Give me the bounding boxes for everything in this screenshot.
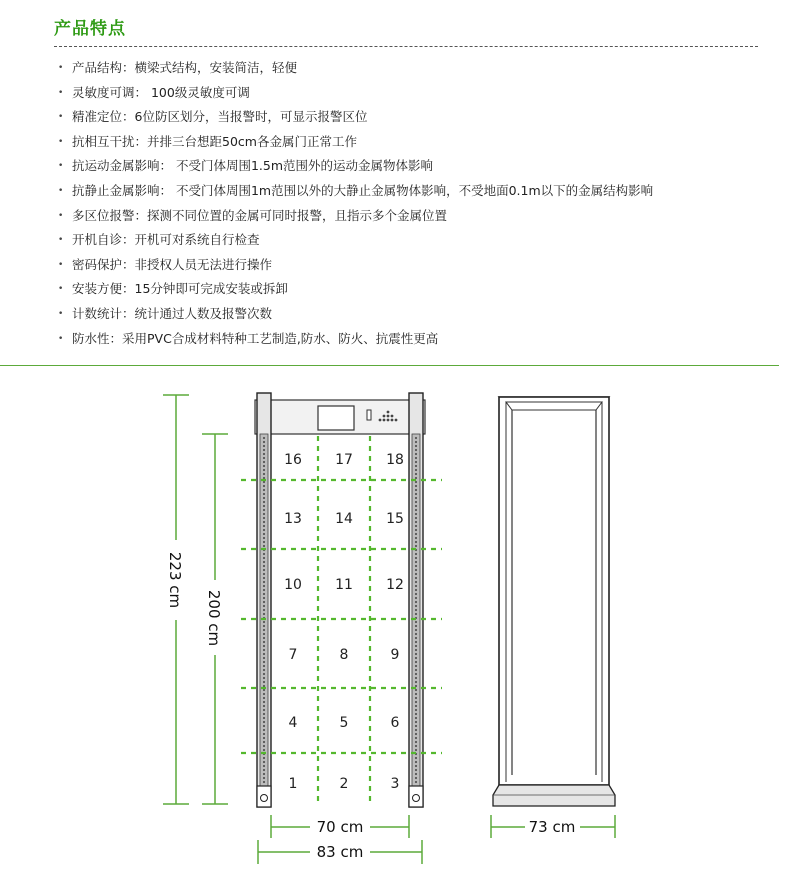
zone-label: 8 xyxy=(339,647,349,663)
sensor-dot xyxy=(263,561,265,563)
sensor-dot xyxy=(263,749,265,751)
sensor-dot xyxy=(415,525,417,527)
dimension-inner-width xyxy=(271,815,409,838)
sensor-dot xyxy=(263,537,265,539)
feature-item: • 开机自诊：开机可对系统自行检查 xyxy=(58,228,653,253)
sensor-dot xyxy=(263,513,265,515)
sensor-dot xyxy=(415,629,417,631)
sensor-dot xyxy=(415,745,417,747)
sensor-dot xyxy=(415,765,417,767)
sensor-dot xyxy=(263,605,265,607)
sensor-dot xyxy=(415,649,417,651)
sensor-dot xyxy=(263,509,265,511)
sensor-dot xyxy=(263,769,265,771)
sensor-dot xyxy=(415,581,417,583)
sensor-dot xyxy=(415,713,417,715)
side-panel xyxy=(499,397,609,785)
sensor-dot xyxy=(415,565,417,567)
sensor-dot xyxy=(263,685,265,687)
feature-item: • 灵敏度可调： 100级灵敏度可调 xyxy=(58,81,653,106)
sensor-dot xyxy=(415,465,417,467)
sensor-dot xyxy=(263,493,265,495)
sensor-dot xyxy=(415,725,417,727)
sensor-dot xyxy=(263,437,265,439)
sensor-dot xyxy=(415,457,417,459)
sensor-dot xyxy=(263,721,265,723)
gate-side-view xyxy=(493,397,615,806)
sensor-dot xyxy=(415,497,417,499)
sensor-dot xyxy=(263,585,265,587)
sensor-dot xyxy=(263,653,265,655)
sensor-dot xyxy=(263,613,265,615)
sensor-dot xyxy=(415,665,417,667)
zone-label: 16 xyxy=(284,452,302,468)
sensor-dot xyxy=(415,601,417,603)
feature-item: • 抗运动金属影响： 不受门体周围1.5m范围外的运动金属物体影响 xyxy=(58,154,653,179)
sensor-dot xyxy=(415,633,417,635)
feature-item: • 防水性：采用PVC合成材料特种工艺制造,防水、防火、抗震性更高 xyxy=(58,327,653,352)
sensor-dot xyxy=(263,669,265,671)
zone-label: 6 xyxy=(390,715,400,731)
sensor-dot xyxy=(415,577,417,579)
sensor-dot xyxy=(263,733,265,735)
sensor-dot xyxy=(263,597,265,599)
feature-item: • 安装方便：15分钟即可完成安装或拆卸 xyxy=(58,277,653,302)
sensor-dot xyxy=(415,485,417,487)
sensor-dot xyxy=(263,581,265,583)
sensor-dot xyxy=(263,689,265,691)
sensor-dot xyxy=(415,553,417,555)
sensor-dot xyxy=(263,489,265,491)
sensor-dot xyxy=(415,773,417,775)
sensor-dot xyxy=(263,621,265,623)
dimension-outer-width xyxy=(258,840,422,864)
sensor-dot xyxy=(263,725,265,727)
sensor-dot xyxy=(263,781,265,783)
title-divider xyxy=(54,46,758,47)
sensor-dot xyxy=(415,461,417,463)
sensor-dot xyxy=(415,641,417,643)
sensor-dot xyxy=(263,705,265,707)
feature-item: • 抗静止金属影响： 不受门体周围1m范围以外的大静止金属物体影响，不受地面0.1m以下的金属结构影响 xyxy=(58,179,653,204)
sensor-dot xyxy=(263,501,265,503)
sensor-dot xyxy=(415,453,417,455)
sensor-dot xyxy=(415,521,417,523)
bullet-icon: • xyxy=(58,284,64,295)
left-bolt-icon xyxy=(261,795,268,802)
sensor-dot xyxy=(263,461,265,463)
sensor-dot xyxy=(415,609,417,611)
sensor-dot xyxy=(415,561,417,563)
zone-label: 13 xyxy=(284,511,302,527)
sensor-dot xyxy=(263,529,265,531)
sensor-dot xyxy=(415,501,417,503)
sensor-dot xyxy=(263,625,265,627)
sensor-dot xyxy=(263,533,265,535)
sensor-dot xyxy=(263,633,265,635)
sensor-dot xyxy=(415,489,417,491)
sensor-dot xyxy=(263,589,265,591)
sensor-dot xyxy=(415,653,417,655)
sensor-dot xyxy=(415,761,417,763)
bullet-icon: • xyxy=(58,136,64,147)
sensor-dot xyxy=(415,605,417,607)
sensor-dot xyxy=(415,545,417,547)
sensor-dot xyxy=(263,457,265,459)
sensor-dot xyxy=(263,469,265,471)
zone-labels xyxy=(284,452,404,792)
sensor-dot xyxy=(263,713,265,715)
sensor-dot xyxy=(263,757,265,759)
sensor-dot xyxy=(415,673,417,675)
sensor-dot xyxy=(263,709,265,711)
sensor-dot xyxy=(263,677,265,679)
sensor-dot xyxy=(415,589,417,591)
sensor-dot xyxy=(415,757,417,759)
sensor-dot xyxy=(415,637,417,639)
bullet-icon: • xyxy=(58,333,64,344)
sensor-dot xyxy=(415,689,417,691)
sensor-dot xyxy=(263,541,265,543)
zone-label: 15 xyxy=(386,511,404,527)
sensor-dot xyxy=(263,661,265,663)
sensor-dot xyxy=(415,505,417,507)
sensor-dot xyxy=(263,641,265,643)
sensor-dot xyxy=(263,593,265,595)
sensor-dot xyxy=(415,769,417,771)
sensor-dot xyxy=(263,481,265,483)
sensor-dot xyxy=(415,533,417,535)
sensor-dot xyxy=(415,657,417,659)
right-bolt-icon xyxy=(413,795,420,802)
sensor-dot xyxy=(415,493,417,495)
bullet-icon: • xyxy=(58,112,64,123)
sensor-dot xyxy=(263,629,265,631)
sensor-dot xyxy=(263,453,265,455)
sensor-dot xyxy=(415,701,417,703)
dimension-passage-height xyxy=(202,434,228,804)
sensor-dot xyxy=(263,777,265,779)
sensor-dot xyxy=(263,701,265,703)
sensor-dot xyxy=(415,469,417,471)
sensor-dot xyxy=(263,545,265,547)
zone-label: 11 xyxy=(335,577,353,593)
bullet-icon: • xyxy=(58,308,64,319)
sensor-dot xyxy=(263,485,265,487)
sensor-dot xyxy=(415,509,417,511)
sensor-dot xyxy=(263,505,265,507)
depth-label: 73 cm xyxy=(528,818,576,836)
zone-label: 7 xyxy=(288,647,298,663)
sensor-dot xyxy=(263,497,265,499)
sensor-dot xyxy=(263,737,265,739)
sensor-dot xyxy=(415,685,417,687)
zone-label: 5 xyxy=(339,715,349,731)
zone-label: 3 xyxy=(390,776,400,792)
sensor-dot xyxy=(415,557,417,559)
metal-detector-diagram xyxy=(0,366,790,882)
sensor-dot xyxy=(415,537,417,539)
sensor-dot xyxy=(263,761,265,763)
sensor-dot xyxy=(263,465,265,467)
feature-item: • 多区位报警：探测不同位置的金属可同时报警，且指示多个金属位置 xyxy=(58,204,653,229)
sensor-dot xyxy=(263,441,265,443)
sensor-dot xyxy=(415,585,417,587)
sensor-dot xyxy=(263,681,265,683)
sensor-dot xyxy=(415,749,417,751)
indicator-light-icon xyxy=(367,410,371,420)
sensor-dot xyxy=(263,557,265,559)
sensor-dot xyxy=(415,445,417,447)
sensor-dot xyxy=(415,777,417,779)
sensor-dot xyxy=(263,573,265,575)
feature-item: • 计数统计：统计通过人数及报警次数 xyxy=(58,302,653,327)
sensor-dot xyxy=(263,657,265,659)
bullet-icon: • xyxy=(58,235,64,246)
sensor-dot xyxy=(415,693,417,695)
zone-label: 12 xyxy=(386,577,404,593)
sensor-dot xyxy=(415,733,417,735)
sensor-dot xyxy=(263,477,265,479)
sensor-dot xyxy=(415,477,417,479)
zone-label: 1 xyxy=(288,776,298,792)
display-screen-icon xyxy=(318,406,354,430)
sensor-dot xyxy=(415,541,417,543)
sensor-dot xyxy=(263,649,265,651)
zone-label: 14 xyxy=(335,511,353,527)
sensor-dot xyxy=(415,645,417,647)
sensor-dot xyxy=(263,717,265,719)
sensor-dot xyxy=(415,569,417,571)
sensor-dot xyxy=(263,745,265,747)
inner-width-label: 70 cm xyxy=(316,818,364,836)
sensor-dot xyxy=(415,669,417,671)
sensor-dot xyxy=(415,661,417,663)
sensor-dot xyxy=(415,597,417,599)
sensor-dot xyxy=(263,741,265,743)
sensor-dot xyxy=(263,517,265,519)
dimension-total-height xyxy=(163,395,189,804)
sensor-dot xyxy=(415,529,417,531)
bullet-icon: • xyxy=(58,210,64,221)
sensor-dot xyxy=(415,517,417,519)
bullet-icon: • xyxy=(58,87,64,98)
sensor-dot xyxy=(415,697,417,699)
sensor-dot xyxy=(263,645,265,647)
sensor-dot xyxy=(263,473,265,475)
sensor-dot xyxy=(263,565,265,567)
zone-label: 4 xyxy=(288,715,298,731)
sensor-dot xyxy=(263,773,265,775)
sensor-dot xyxy=(415,717,417,719)
sensor-dot xyxy=(415,729,417,731)
sensor-dot xyxy=(263,765,265,767)
bullet-icon: • xyxy=(58,185,64,196)
zone-label: 18 xyxy=(386,452,404,468)
sensor-dot xyxy=(263,673,265,675)
sensor-dot xyxy=(415,621,417,623)
sensor-dot xyxy=(263,525,265,527)
sensor-dot xyxy=(415,737,417,739)
sensor-dot xyxy=(415,593,417,595)
zone-label: 17 xyxy=(335,452,353,468)
sensor-dot xyxy=(415,677,417,679)
sensor-dot xyxy=(263,445,265,447)
sensor-dot xyxy=(415,781,417,783)
sensor-dot xyxy=(263,577,265,579)
sensor-dot xyxy=(415,613,417,615)
total-height-label: 223 cm xyxy=(166,551,184,609)
sensor-dot xyxy=(415,741,417,743)
sensor-dot xyxy=(263,449,265,451)
sensor-dot xyxy=(263,693,265,695)
sensor-dot xyxy=(415,449,417,451)
sensor-dot xyxy=(263,553,265,555)
sensor-dot xyxy=(263,729,265,731)
feature-item: • 产品结构：横梁式结构，安装简洁，轻便 xyxy=(58,56,653,81)
sensor-dot xyxy=(415,473,417,475)
dimension-depth xyxy=(491,815,615,838)
bullet-icon: • xyxy=(58,259,64,270)
sensor-dot xyxy=(415,681,417,683)
sensor-dot xyxy=(263,569,265,571)
section-title: 产品特点 xyxy=(54,19,126,39)
sensor-dot xyxy=(415,441,417,443)
feature-list xyxy=(58,56,653,351)
sensor-dot xyxy=(415,709,417,711)
sensor-dot xyxy=(263,521,265,523)
zone-label: 9 xyxy=(390,647,400,663)
sensor-dot xyxy=(415,721,417,723)
sensor-dot xyxy=(415,705,417,707)
sensor-dot xyxy=(415,437,417,439)
feature-item: • 抗相互干扰：并排三台想距50cm各金属门正常工作 xyxy=(58,130,653,155)
bullet-icon: • xyxy=(58,161,64,172)
side-base xyxy=(493,785,615,806)
sensor-dot xyxy=(263,665,265,667)
sensor-dot xyxy=(415,481,417,483)
gate-front-view xyxy=(241,393,442,807)
sensor-dot xyxy=(263,601,265,603)
bullet-icon: • xyxy=(58,63,64,73)
sensor-dot xyxy=(263,637,265,639)
sensor-dot xyxy=(263,697,265,699)
sensor-dot xyxy=(415,625,417,627)
feature-item: • 精准定位：6位防区划分，当报警时，可显示报警区位 xyxy=(58,105,653,130)
sensor-dot xyxy=(415,513,417,515)
passage-height-label: 200 cm xyxy=(205,589,223,647)
feature-item: • 密码保护：非授权人员无法进行操作 xyxy=(58,253,653,278)
zone-label: 2 xyxy=(339,776,349,792)
sensor-dot xyxy=(263,609,265,611)
zone-label: 10 xyxy=(284,577,302,593)
sensor-dot xyxy=(415,573,417,575)
outer-width-label: 83 cm xyxy=(316,843,364,861)
